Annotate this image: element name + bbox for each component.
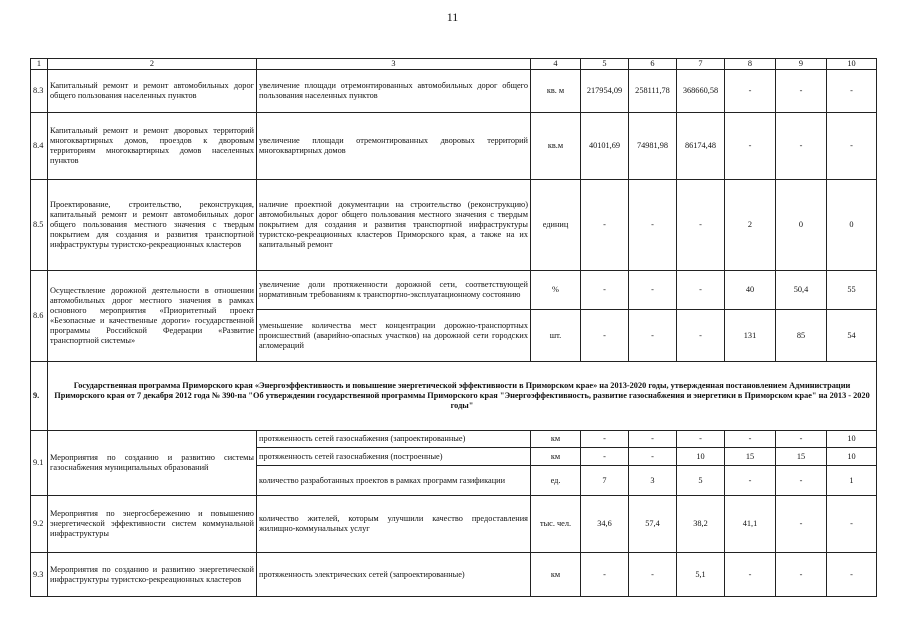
table-row [31,113,877,180]
value-cell: - [629,553,677,597]
measure-name: Мероприятия по энергосбережению и повышению энергетической эффективности систем коммунальной инфраструктуры [48,496,257,553]
value-cell: 2 [725,180,776,271]
value-cell: 54 [827,310,877,362]
column-header: 10 [827,59,877,70]
row-number: 8.6 [31,271,48,362]
value-cell: 0 [827,180,877,271]
unit-cell: км [531,553,581,597]
value-cell: - [776,431,827,448]
value-cell: 217954,09 [581,70,629,113]
indicator-text: протяженность сетей газоснабжения (построенные) [257,448,531,466]
value-cell: - [677,310,725,362]
measure-name: Осуществление дорожной деятельности в отношении автомобильных дорог местного значения в рамках основного мероприятия «Приоритетный проект «Безопасные и качественные дороги» государственной программы Российской Федерации «Развитие транспортной системы» [48,271,257,362]
unit-cell: единиц [531,180,581,271]
value-cell: - [581,180,629,271]
value-cell: 40 [725,271,776,310]
value-cell: 131 [725,310,776,362]
value-cell: 0 [776,180,827,271]
table-row [31,431,877,448]
unit-cell: км [531,448,581,466]
value-cell: 10 [827,448,877,466]
value-cell: 10 [677,448,725,466]
indicator-text: уменьшение количества мест концентрации дорожно-транспортных происшествий (аварийно-опасных участков) на дорожной сети городских агломераций [257,310,531,362]
value-cell: - [725,466,776,496]
value-cell: - [629,271,677,310]
unit-cell: ед. [531,466,581,496]
column-header: 5 [581,59,629,70]
value-cell: 40101,69 [581,113,629,180]
column-header: 8 [725,59,776,70]
value-cell: 38,2 [677,496,725,553]
value-cell: - [629,431,677,448]
value-cell: - [827,553,877,597]
table-row [31,271,877,310]
measure-name: Проектирование, строительство, реконструкция, капитальный ремонт и ремонт автомобильных дорог общего пользования местного значения с твердым покрытием для создания и развития транспортной инфраструктуры туристско-рекреационных кластеров [48,180,257,271]
measure-name: Капитальный ремонт и ремонт дворовых территорий многоквартирных домов, проездов к дворовым территориям многоквартирных домов населенных пунктов [48,113,257,180]
unit-cell: кв.м [531,113,581,180]
value-cell: - [581,310,629,362]
column-header: 3 [257,59,531,70]
unit-cell: % [531,271,581,310]
row-number: 9.2 [31,496,48,553]
unit-cell: кв. м [531,70,581,113]
row-number: 8.3 [31,70,48,113]
indicator-text: увеличение площади отремонтированных автомобильных дорог общего пользования населенных пунктов [257,70,531,113]
value-cell: 41,1 [725,496,776,553]
value-cell: 15 [725,448,776,466]
table-row [31,70,877,113]
unit-cell: тыс. чел. [531,496,581,553]
value-cell: - [725,553,776,597]
value-cell: 15 [776,448,827,466]
indicator-text: увеличение площади отремонтированных дворовых территорий многоквартирных домов [257,113,531,180]
unit-cell: км [531,431,581,448]
row-number: 9.3 [31,553,48,597]
value-cell: - [581,553,629,597]
measure-name: Мероприятия по созданию и развитию энергетической инфраструктуры туристско-рекреационных кластеров [48,553,257,597]
value-cell: 5,1 [677,553,725,597]
table-row [31,180,877,271]
value-cell: - [776,466,827,496]
row-number: 9.1 [31,431,48,496]
column-header: 2 [48,59,257,70]
value-cell: 258111,78 [629,70,677,113]
indicator-text: увеличение доли протяженности дорожной сети, соответствующей нормативным требованиям к транспортно-эксплуатационному состоянию [257,271,531,310]
value-cell: - [725,70,776,113]
section-number: 9. [31,362,48,431]
value-cell: - [581,271,629,310]
value-cell: 1 [827,466,877,496]
value-cell: 34,6 [581,496,629,553]
value-cell: 3 [629,466,677,496]
indicator-text: протяженность электрических сетей (запроектированные) [257,553,531,597]
value-cell: 368660,58 [677,70,725,113]
column-header: 9 [776,59,827,70]
value-cell: - [827,70,877,113]
value-cell: 55 [827,271,877,310]
value-cell: - [581,431,629,448]
section-header-row [31,362,877,431]
column-header: 6 [629,59,677,70]
column-header: 7 [677,59,725,70]
indicators-table [30,58,877,597]
value-cell: 57,4 [629,496,677,553]
row-number: 8.5 [31,180,48,271]
value-cell: 7 [581,466,629,496]
value-cell: 5 [677,466,725,496]
value-cell: - [629,310,677,362]
value-cell: - [827,113,877,180]
value-cell: - [725,113,776,180]
page-number: 11 [446,10,459,24]
column-header: 1 [31,59,48,70]
value-cell: 85 [776,310,827,362]
value-cell: - [827,496,877,553]
indicator-text: протяженность сетей газоснабжения (запроектированные) [257,431,531,448]
table-row [31,496,877,553]
value-cell: - [677,180,725,271]
column-number-row [31,59,877,70]
indicator-text: количество разработанных проектов в рамках программ газификации [257,466,531,496]
indicator-text: наличие проектной документации на строительство (реконструкцию) автомобильных дорог общего пользования местного значения с твердым покрытием для создания и развития транспортной инфраструктуры туристско-рекреационных кластеров Приморского края, а также на их капитальный ремонт [257,180,531,271]
value-cell: 74981,98 [629,113,677,180]
measure-name: Мероприятия по созданию и развитию системы газоснабжения муниципальных образований [48,431,257,496]
value-cell: - [677,431,725,448]
value-cell: - [629,448,677,466]
value-cell: - [776,496,827,553]
value-cell: - [581,448,629,466]
section-title: Государственная программа Приморского края «Энергоэффективность и повышение энергетической эффективности в Приморском крае» на 2013-2020 годы, утвержденная постановлением Администрации Приморского края от 7 декабря 2012 года № 390-па "Об утверждении государственной программы Приморского края "Энергоэффективность, развитие газоснабжения и энергетики в Приморском крае" на 2013 - 2020 годы" [48,362,877,431]
unit-cell: шт. [531,310,581,362]
row-number: 8.4 [31,113,48,180]
column-header: 4 [531,59,581,70]
measure-name: Капитальный ремонт и ремонт автомобильных дорог общего пользования населенных пунктов [48,70,257,113]
value-cell: - [629,180,677,271]
value-cell: 86174,48 [677,113,725,180]
indicator-text: количество жителей, которым улучшили качество предоставления жилищно-коммунальных услуг [257,496,531,553]
value-cell: - [776,553,827,597]
value-cell: - [776,113,827,180]
value-cell: 50,4 [776,271,827,310]
value-cell: - [776,70,827,113]
value-cell: 10 [827,431,877,448]
table-row [31,553,877,597]
value-cell: - [725,431,776,448]
value-cell: - [677,271,725,310]
